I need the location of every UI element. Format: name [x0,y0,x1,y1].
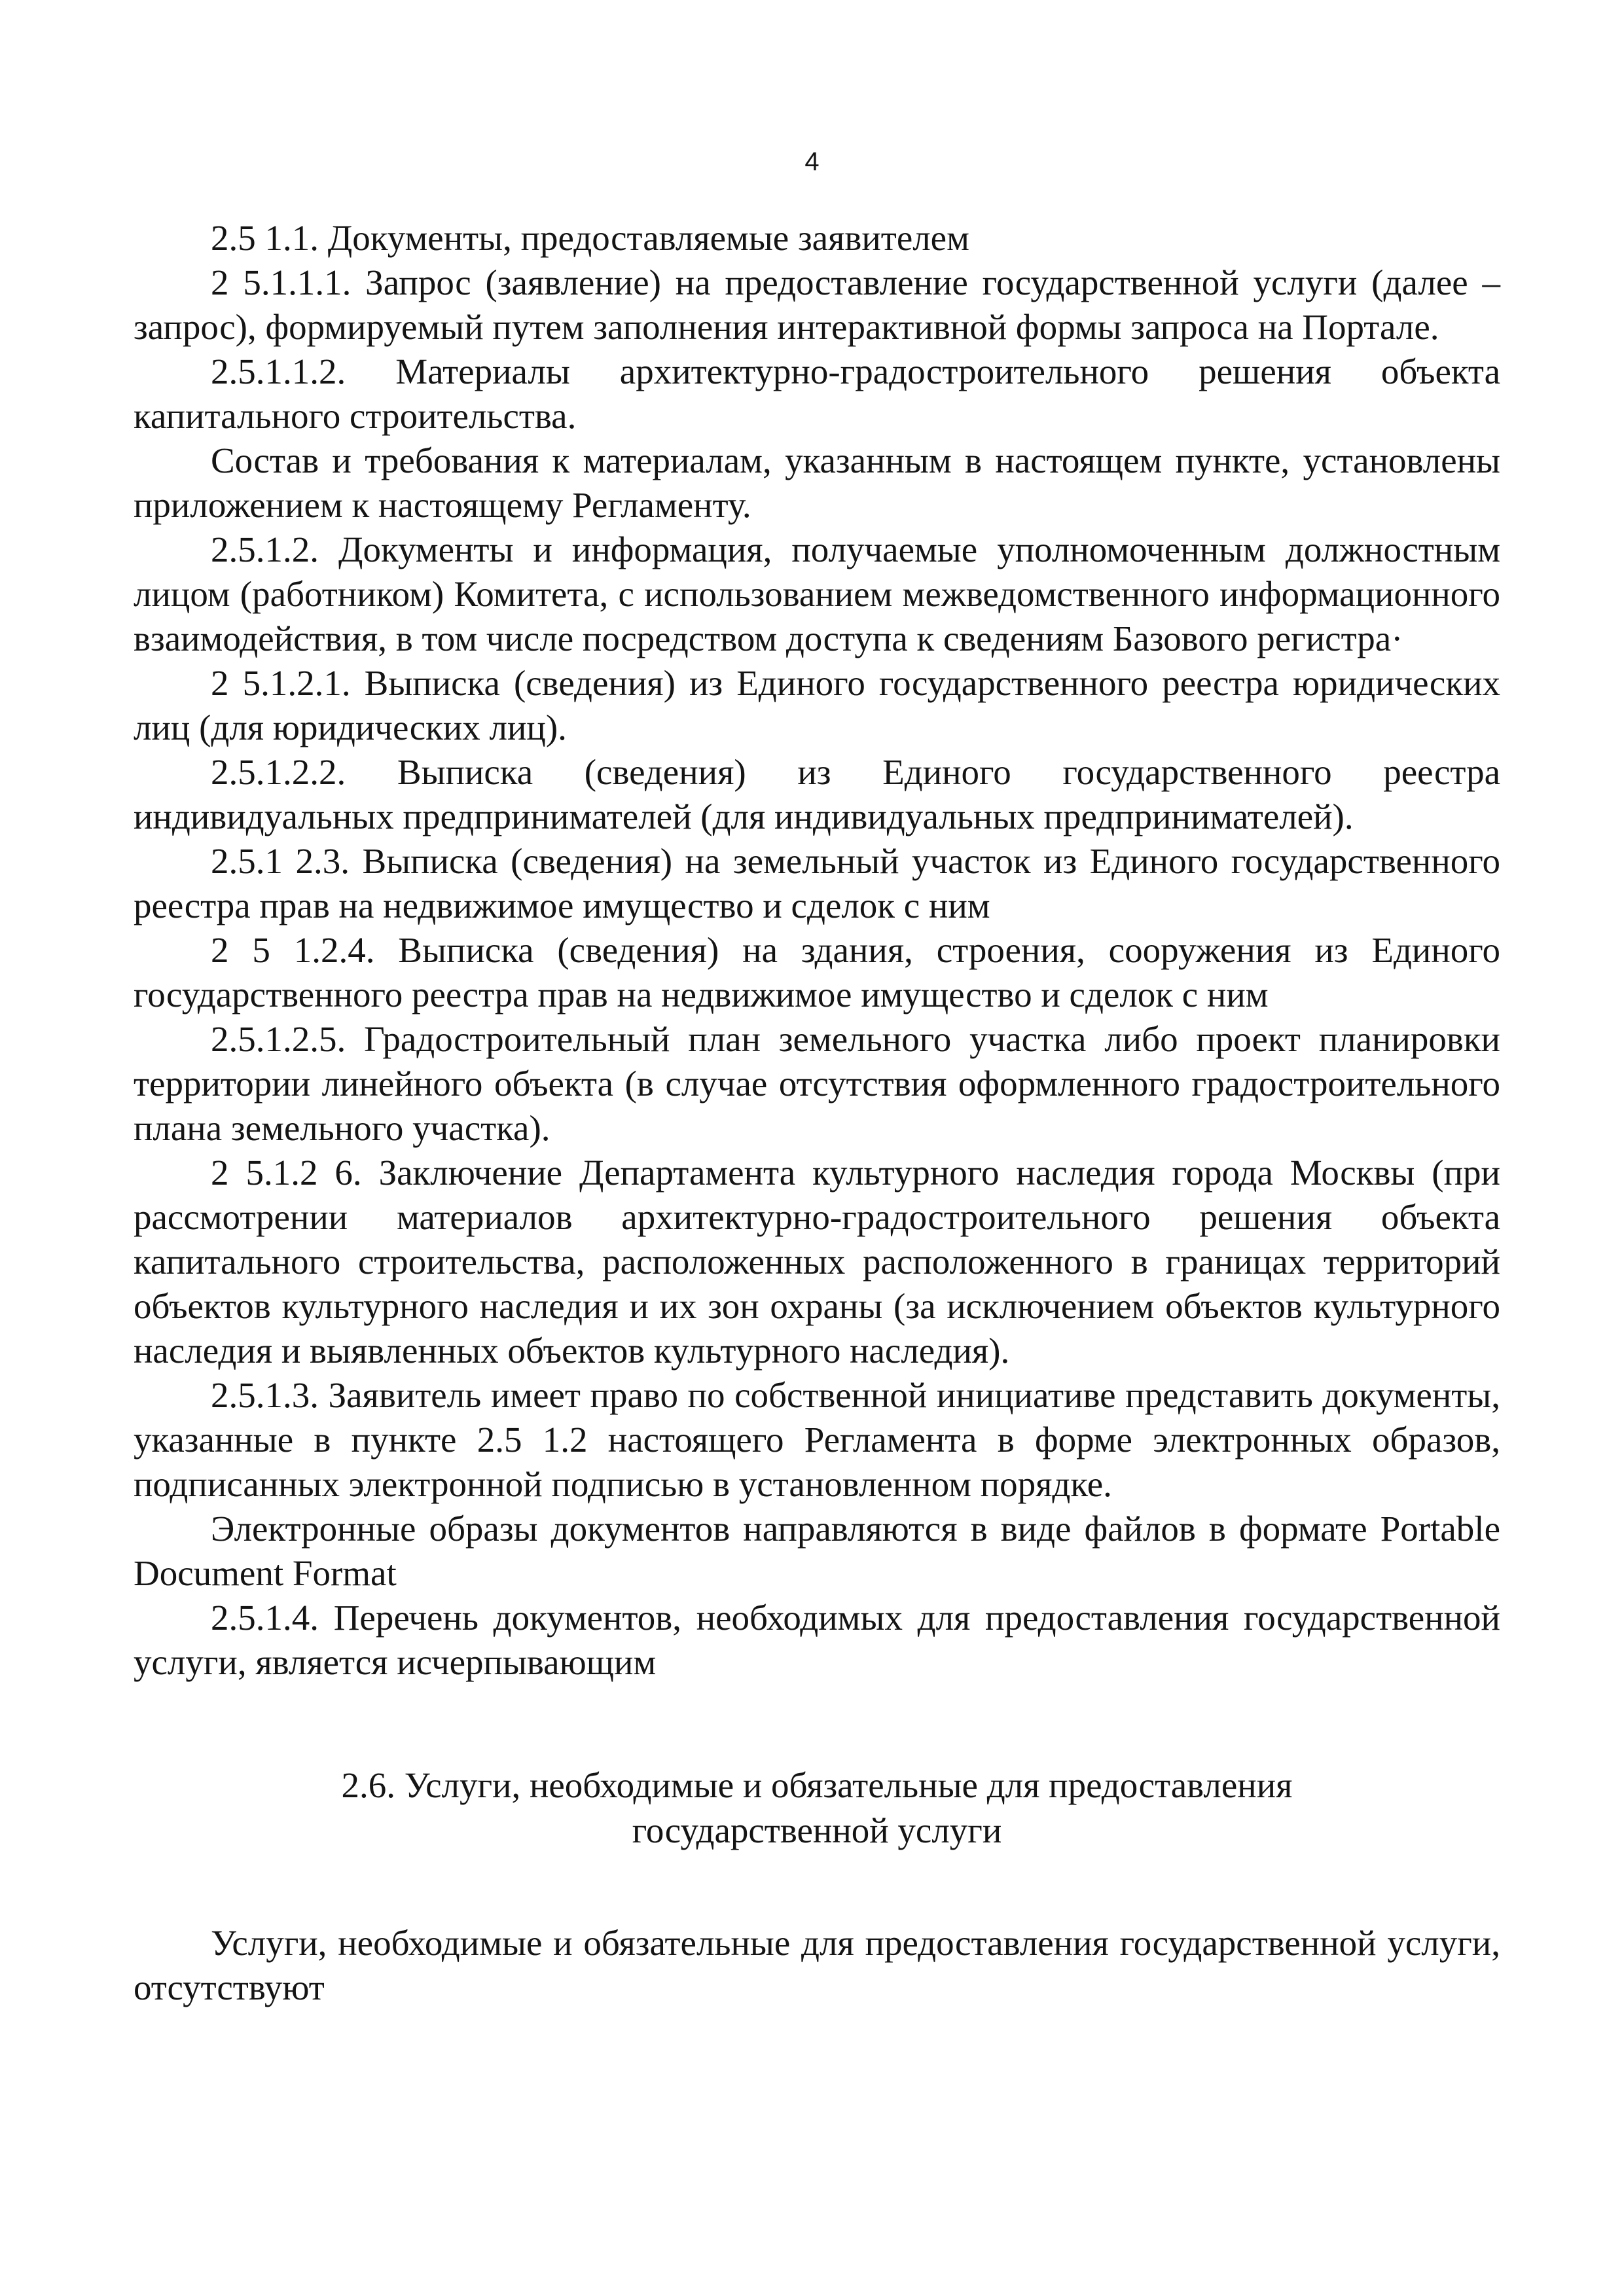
section-heading-line-1: 2.6. Услуги, необходимые и обязательные для предоставления [341,1765,1293,1805]
paragraph-2-5-1-1-2: 2.5.1.1.2. Материалы архитектурно-градостроительного решения объекта капитального строительства. [134,351,1500,436]
paragraph-2-5-1-2-1: 2 5.1.2.1. Выписка (сведения) из Единого государственного реестра юридических лиц (для юридических лиц). [134,663,1500,747]
section-heading-2-6 [134,1763,1500,1853]
paragraph-2-5-1-2-5: 2.5.1.2.5. Градостроительный план земельного участка либо проект планировки территории линейного объекта (в случае отсутствия оформленного градостроительного плана земельного участка). [134,1019,1500,1148]
section-2-6-body: Услуги, необходимые и обязательные для предоставления государственной услуги, отсутствуют [134,1923,1500,2007]
document-body [134,216,1500,2010]
paragraph-2-5-1-2-4: 2 5 1.2.4. Выписка (сведения) на здания, строения, сооружения из Единого государственного реестра прав на недвижимое имущество и сделок с ним [134,930,1500,1014]
paragraph-2-5-1-2-2: 2.5.1.2.2. Выписка (сведения) из Единого государственного реестра индивидуальных предпринимателей (для индивидуальных предпринимателей). [134,752,1500,836]
paragraph-2-5-1-4: 2.5.1.4. Перечень документов, необходимых для предоставления государственной услуги, является исчерпывающим [134,1598,1500,1682]
paragraph-2-5-1-1-1: 2 5.1.1.1. Запрос (заявление) на предоставление государственной услуги (далее – запрос), формируемый путем заполнения интерактивной формы запроса на Портале. [134,262,1500,347]
section-heading-line-2: государственной услуги [632,1810,1002,1850]
paragraph-electronic-images: Электронные образы документов направляются в виде файлов в формате Portable Document Format [134,1509,1500,1593]
paragraph-2-5-1-2: 2.5.1.2. Документы и информация, получаемые уполномоченным должностным лицом (работником) Комитета, с использованием межведомственного информационного взаимодействия, в том числе посредством доступа к сведениям Базового регистра· [134,529,1500,658]
page-number: 4 [804,147,820,176]
paragraph-2-5-1-3: 2.5.1.3. Заявитель имеет право по собственной инициативе представить документы, указанные в пункте 2.5 1.2 настоящего Регламента в форме электронных образов, подписанных электронной подписью в установленном порядке. [134,1375,1500,1504]
paragraph-2-5-1-1: 2.5 1.1. Документы, предоставляемые заявителем [211,218,969,258]
paragraph-2-5-1-2-3: 2.5.1 2.3. Выписка (сведения) на земельный участок из Единого государственного реестра прав на недвижимое имущество и сделок с ним [134,841,1500,925]
paragraph-2-5-1-2-6: 2 5.1.2 6. Заключение Департамента культурного наследия города Москвы (при рассмотрении материалов архитектурно-градостроительного решения объекта капитального строительства, расположенных расположенного в границах территорий объектов культурного наследия и их зон охраны (за исключением объектов культурного наследия и выявленных объектов культурного наследия). [134,1153,1500,1371]
paragraph-composition-requirements: Состав и требования к материалам, указанным в настоящем пункте, установлены приложением к настоящему Регламенту. [134,440,1500,525]
